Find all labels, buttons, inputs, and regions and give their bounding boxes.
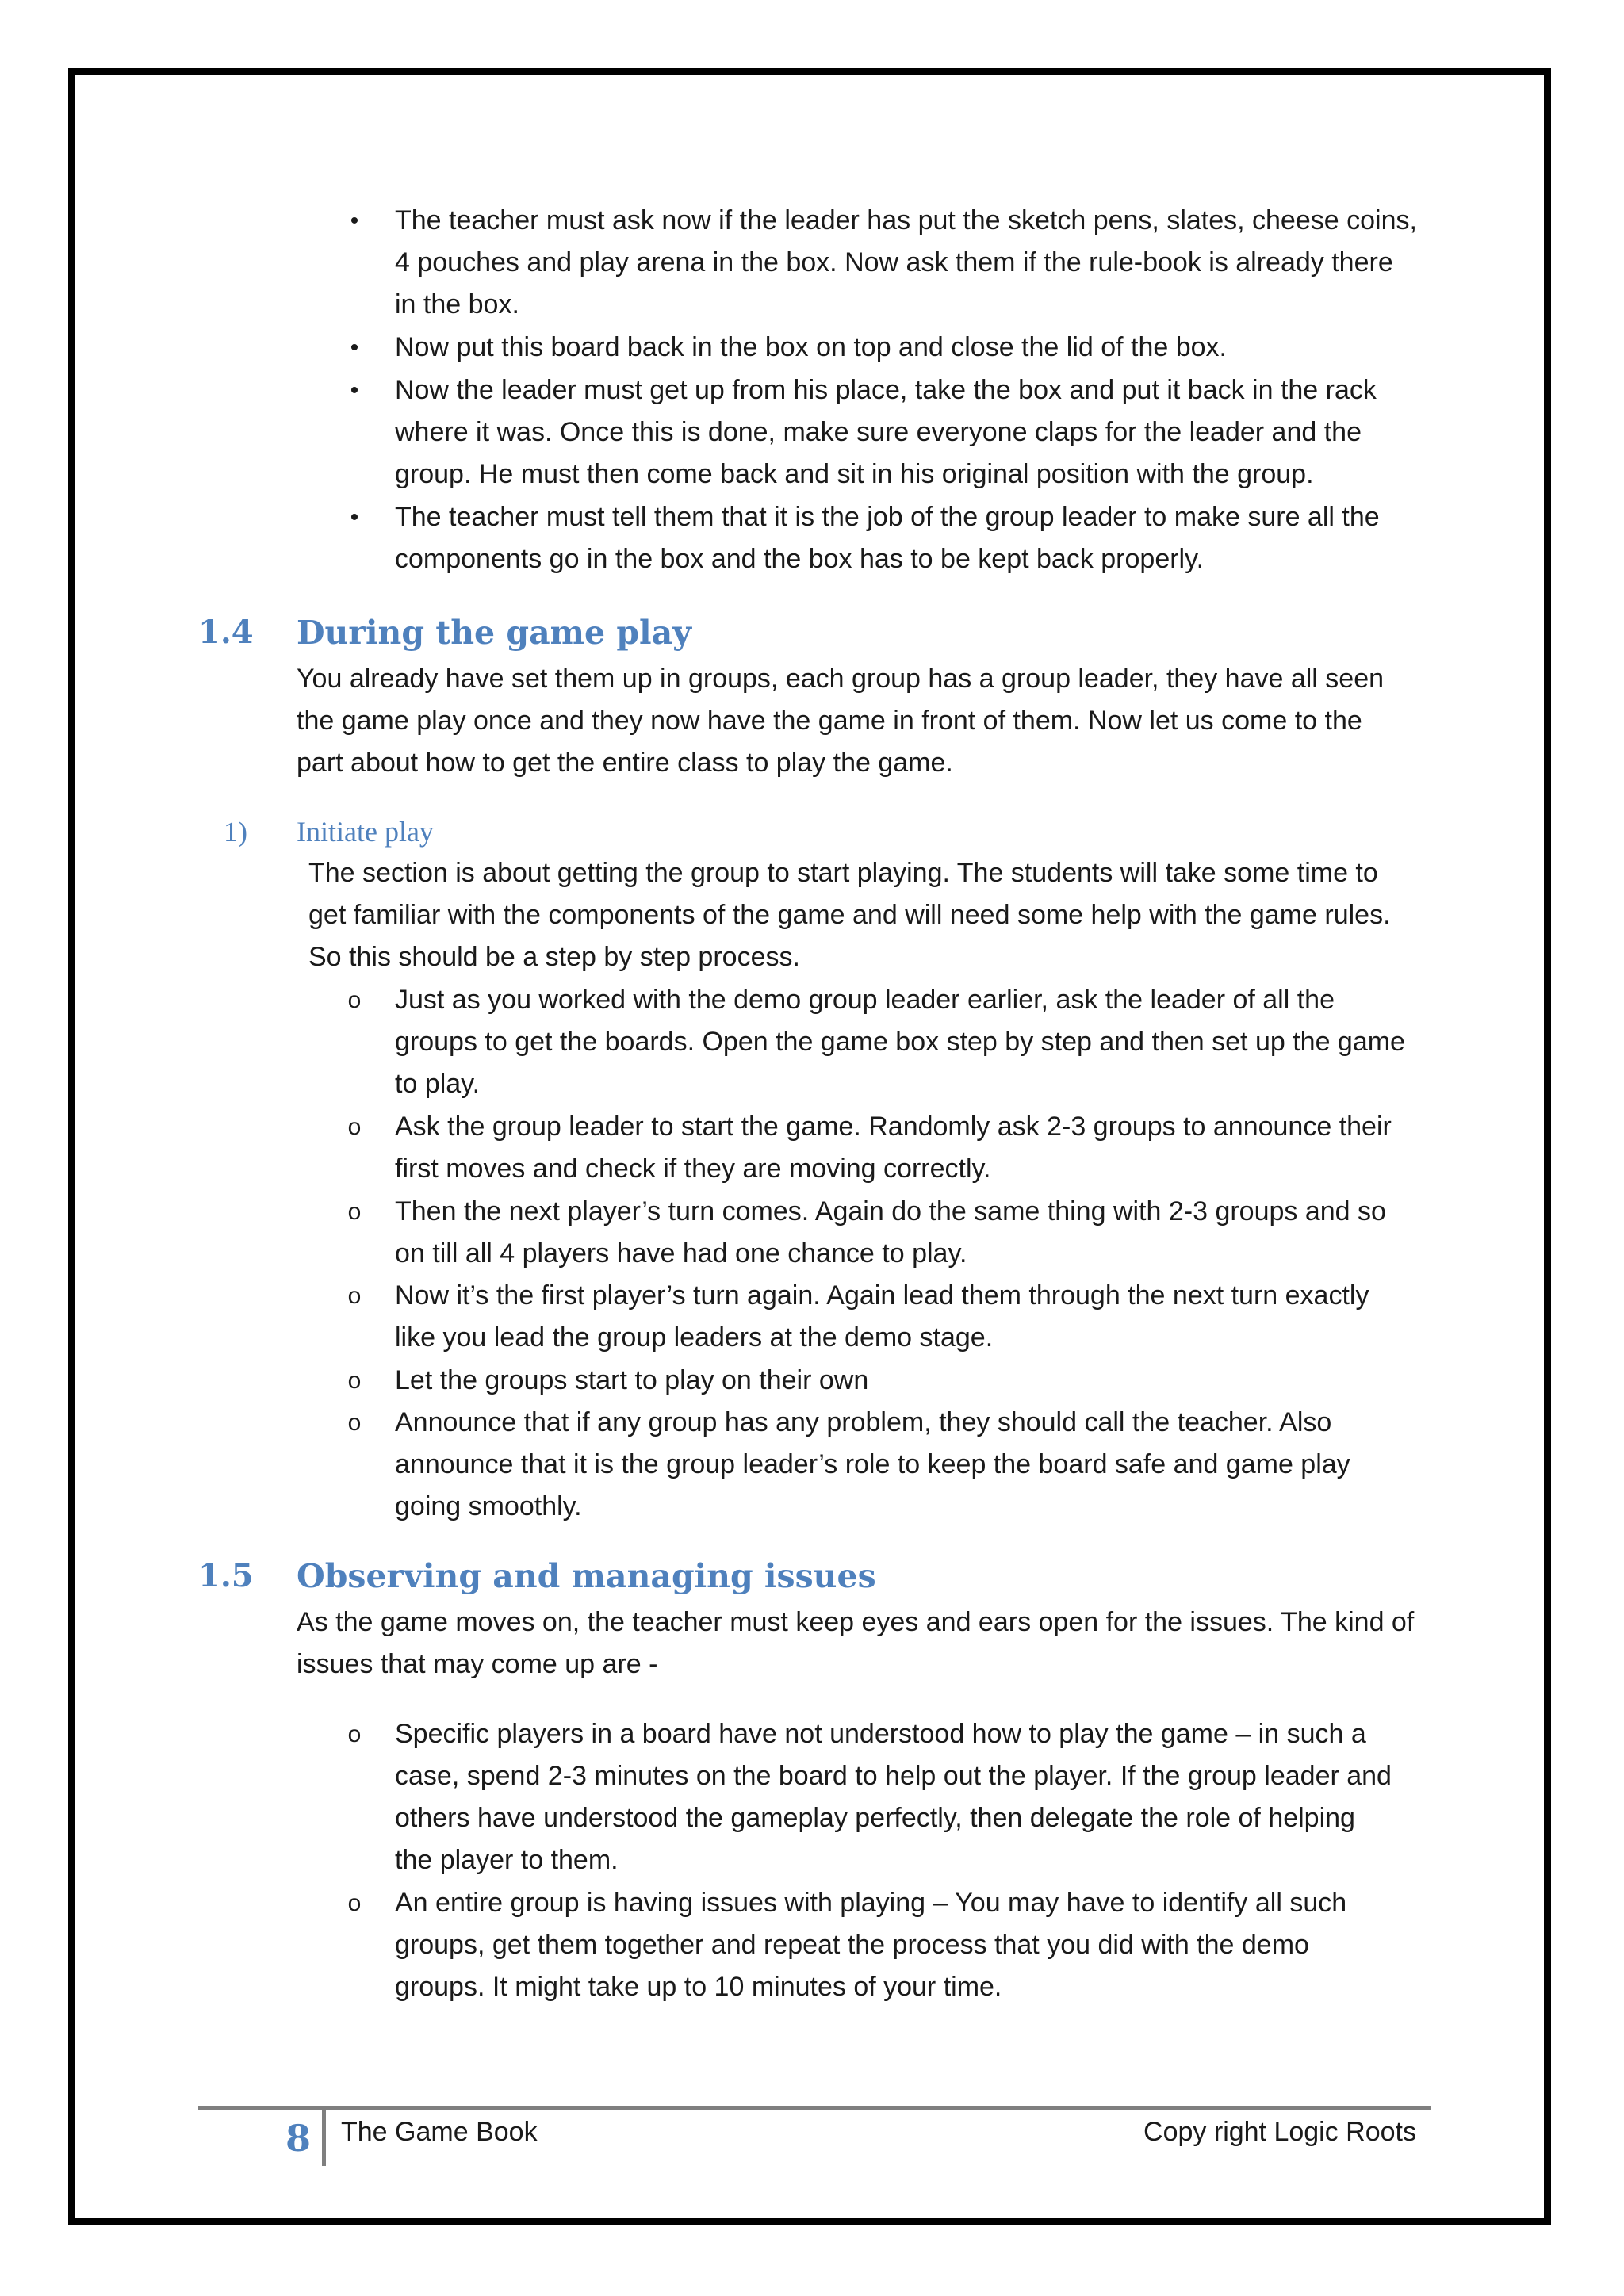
footer-book-title: The Game Book [341,2117,538,2147]
circle-bullet-icon: o [347,987,362,1013]
subsection-title: Initiate play [297,816,434,848]
paragraph-line: As the game moves on, the teacher must keep eyes and ears open for the issues. The kind of [297,1607,1415,1637]
list-item-line: going smoothly. [395,1491,582,1521]
list-item-line: Just as you worked with the demo group leader earlier, ask the leader of all the [395,985,1335,1015]
list-item-line: on till all 4 players have had one chance to play. [395,1238,967,1269]
list-item-line: Then the next player’s turn comes. Again do the same thing with 2-3 groups and so [395,1196,1386,1226]
list-item-line: first moves and check if they are moving correctly. [395,1154,991,1184]
list-item-line: groups, get them together and repeat the process that you did with the demo [395,1930,1309,1960]
list-item-line: in the box. [395,289,519,320]
circle-bullet-icon: o [347,1114,362,1140]
circle-bullet-icon: o [347,1368,362,1394]
list-item-line: Now the leader must get up from his place, take the box and put it back in the rack [395,375,1377,405]
list-item-line: Specific players in a board have not understood how to play the game – in such a [395,1719,1366,1749]
paragraph-line: get familiar with the components of the game and will need some help with the game rules. [308,900,1391,930]
paragraph-line: So this should be a step by step process. [308,942,800,972]
list-item-line: Now it’s the first player’s turn again. Again lead them through the next turn exactly [395,1280,1369,1311]
circle-bullet-icon: o [347,1890,362,1916]
footer-rule [198,2106,1431,2110]
bullet-icon: • [350,335,359,361]
footer-copyright: Copy right Logic Roots [1143,2117,1416,2147]
list-item-line: Now put this board back in the box on top and close the lid of the box. [395,332,1228,362]
circle-bullet-icon: o [347,1721,362,1747]
list-item-line: groups. It might take up to 10 minutes of your time. [395,1972,1002,2002]
circle-bullet-icon: o [347,1410,362,1436]
section-number: 1.4 [198,614,254,651]
page-number: 8 [285,2117,312,2160]
list-item-line: The teacher must tell them that it is the job of the group leader to make sure all the [395,502,1380,532]
section-number: 1.5 [198,1557,254,1594]
section-title: Observing and managing issues [297,1557,876,1595]
paragraph-line: the game play once and they now have the game in front of them. Now let us come to the [297,706,1362,736]
paragraph-line: You already have set them up in groups, each group has a group leader, they have all seen [297,664,1385,694]
list-item-line: to play. [395,1069,481,1099]
list-item-line: An entire group is having issues with playing – You may have to identify all such [395,1888,1347,1918]
bullet-icon: • [350,377,359,404]
list-item-line: case, spend 2-3 minutes on the board to help out the player. If the group leader and [395,1761,1392,1791]
section-title: During the game play [297,614,692,652]
paragraph-line: The section is about getting the group to start playing. The students will take some time to [308,858,1378,888]
paragraph-line: issues that may come up are - [297,1649,658,1679]
list-item-line: others have understood the gameplay perfectly, then delegate the role of helping [395,1803,1355,1833]
bullet-icon: • [350,504,359,530]
list-item-line: The teacher must ask now if the leader has put the sketch pens, slates, cheese coins, [395,205,1417,235]
circle-bullet-icon: o [347,1199,362,1225]
list-item-line: components go in the box and the box has to be kept back properly. [395,544,1205,574]
circle-bullet-icon: o [347,1283,362,1309]
list-item-line: announce that it is the group leader’s role to keep the board safe and game play [395,1449,1350,1479]
list-item-line: 4 pouches and play arena in the box. Now ask them if the rule-book is already there [395,247,1393,277]
list-item-line: Let the groups start to play on their own [395,1365,869,1395]
list-item-line: where it was. Once this is done, make sure everyone claps for the leader and the [395,417,1362,447]
subsection-number: 1) [224,816,247,848]
list-item-line: like you lead the group leaders at the demo stage. [395,1322,994,1353]
paragraph-line: part about how to get the entire class to play the game. [297,748,953,778]
list-item-line: group. He must then come back and sit in his original position with the group. [395,459,1314,489]
bullet-icon: • [350,208,359,234]
list-item-line: the player to them. [395,1845,619,1875]
list-item-line: Announce that if any group has any problem, they should call the teacher. Also [395,1407,1332,1437]
list-item-line: Ask the group leader to start the game. Randomly ask 2-3 groups to announce their [395,1112,1392,1142]
footer-divider [322,2110,326,2166]
list-item-line: groups to get the boards. Open the game box step by step and then set up the game [395,1027,1405,1057]
